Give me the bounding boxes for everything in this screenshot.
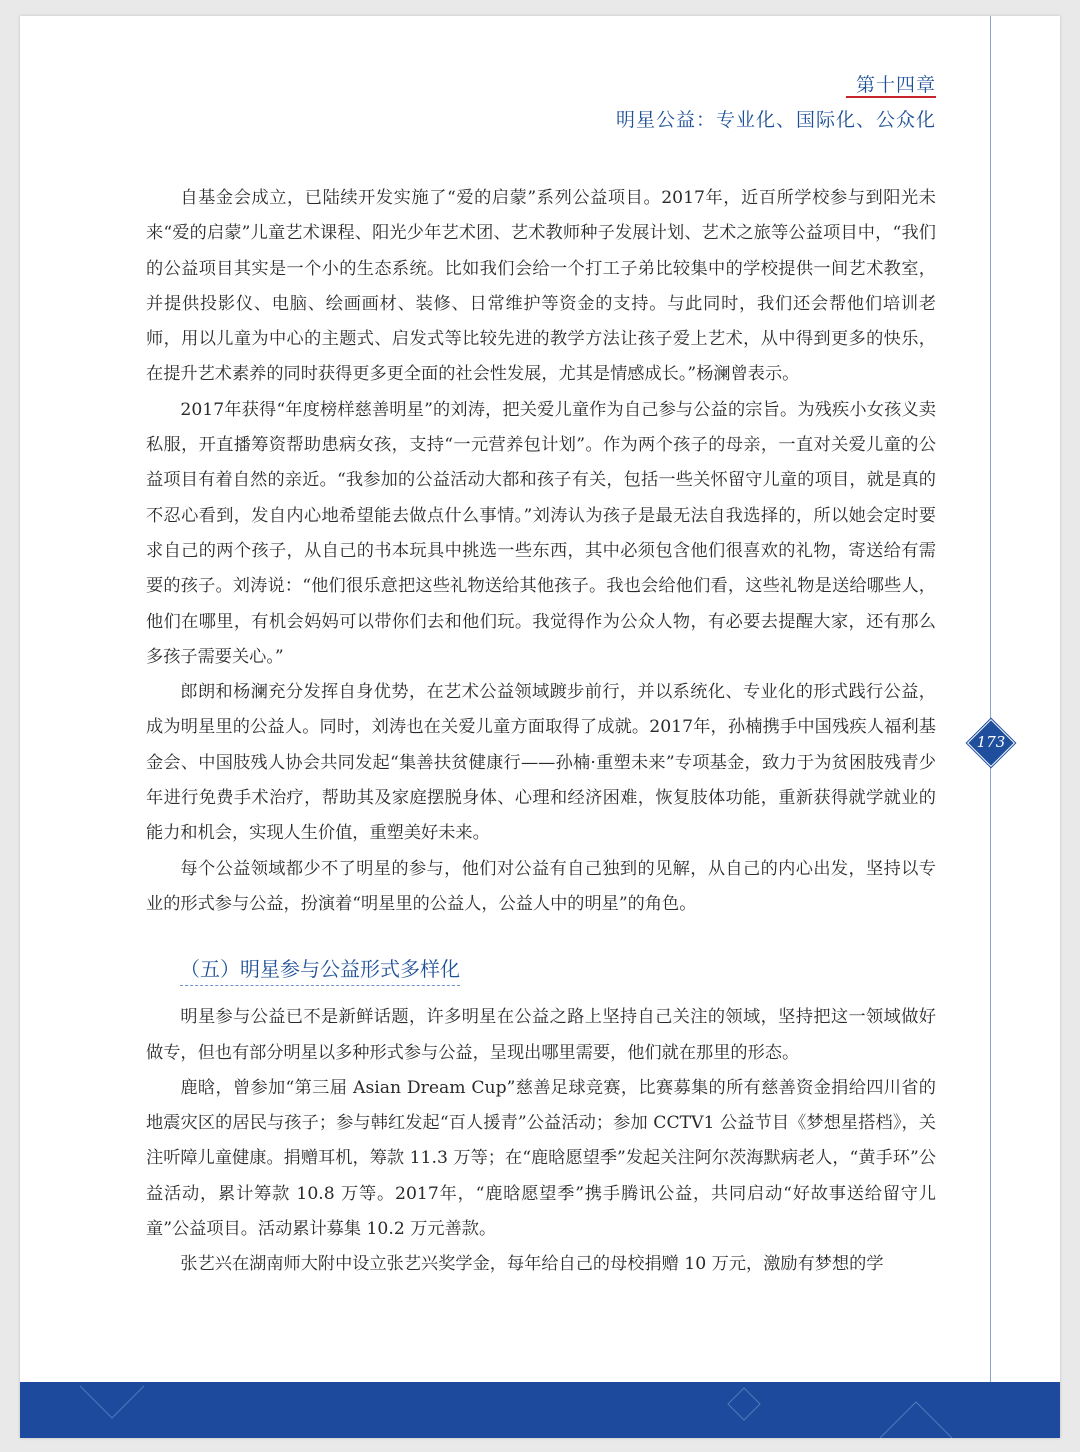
- chevron-mark: [880, 1402, 952, 1438]
- paragraph: 张艺兴在湖南师大附中设立张艺兴奖学金，每年给自己的母校捐赠 10 万元，激励有梦想的学: [180, 1254, 884, 1275]
- paragraph: 每个公益领域都少不了明星的参与，他们对公益有自己独到的见解，从自己的内心出发，坚持以专业的形式参与公益，扮演着“明星里的公益人，公益人中的明星”的角色。: [146, 858, 936, 914]
- margin-rule: [990, 16, 991, 1382]
- paragraph: 鹿晗，曾参加“第三届 Asian Dream Cup”慈善足球竞赛，比赛募集的所有慈善资金捐给四川省的地震灾区的居民与孩子；参与韩红发起“百人援青”公益活动；参加 CCTV1 公益节目《梦想星搭档》，关注听障儿童健康。捐赠耳机，筹款 11.3 万等；在“鹿晗愿望季”发起关注阿尔茨海默病老人，“黄手环”公益活动，累计筹款 10.8 万等。2017年，“鹿晗愿望季”携手腾讯公益，共同启动“好故事送给留守儿童”公益项目。活动累计募集 10.2 万元善款。: [146, 1077, 936, 1240]
- body-text: [146, 181, 936, 1283]
- chapter-underline: [846, 96, 936, 98]
- book-page: [20, 16, 1060, 1438]
- page-number: 173: [976, 733, 1006, 751]
- paragraph: 明星参与公益已不是新鲜话题，许多明星在公益之路上坚持自己关注的领域，坚持把这一领域做好做专，但也有部分明星以多种形式参与公益，呈现出哪里需要，他们就在那里的形态。: [146, 1007, 936, 1063]
- chapter-subtitle: 明星公益：专业化、国际化、公众化: [615, 109, 936, 131]
- paragraph: 郎朗和杨澜充分发挥自身优势，在艺术公益领域踱步前行，并以系统化、专业化的形式践行公益，成为明星里的公益人。同时，刘涛也在关爱儿童方面取得了成就。2017年，孙楠携手中国残疾人福利基金会、中国肢残人协会共同发起“集善扶贫健康行——孙楠·重塑未来”专项基金，致力于为贫困肢残青少年进行免费手术治疗，帮助其及家庭摆脱身体、心理和经济困难，恢复肢体功能，重新获得就学就业的能力和机会，实现人生价值，重塑美好未来。: [146, 682, 936, 844]
- footer-decoration: [20, 1382, 1060, 1438]
- paragraph: 自基金会成立，已陆续开发实施了“爱的启蒙”系列公益项目。2017年，近百所学校参与到阳光未来“爱的启蒙”儿童艺术课程、阳光少年艺术团、艺术教师种子发展计划、艺术之旅等公益项目中，“我们的公益项目其实是一个小的生态系统。比如我们会给一个打工子弟比较集中的学校提供一间艺术教室，并提供投影仪、电脑、绘画画材、装修、日常维护等资金的支持。与此同时，我们还会帮他们培训老师，用以儿童为中心的主题式、启发式等比较先进的教学方法让孩子爱上艺术，从中得到更多的快乐，在提升艺术素养的同时获得更多更全面的社会性发展，尤其是情感成长。”杨澜曾表示。: [146, 188, 936, 385]
- section-heading: （五）明星参与公益形式多样化: [180, 953, 460, 986]
- footer-band: [20, 1382, 1060, 1438]
- chevron-mark: [80, 1386, 144, 1418]
- chapter-label: 第十四章: [855, 74, 936, 96]
- paragraph: 2017年获得“年度榜样慈善明星”的刘涛，把关爱儿童作为自己参与公益的宗旨。为残疾小女孩义卖私服，开直播筹资帮助患病女孩，支持“一元营养包计划”。作为两个孩子的母亲，一直对关爱儿童的公益项目有着自然的亲近。“我参加的公益活动大都和孩子有关，包括一些关怀留守儿童的项目，就是真的不忍心看到，发自内心地希望能去做点什么事情。”刘涛认为孩子是最无法自我选择的，所以她会定时要求自己的两个孩子，从自己的书本玩具中挑选一些东西，其中必须包含他们很喜欢的礼物，寄送给有需要的孩子。刘涛说：“他们很乐意把这些礼物送给其他孩子。我也会给他们看，这些礼物是送给哪些人，他们在哪里，有机会妈妈可以带你们去和他们玩。我觉得作为公众人物，有必要去提醒大家，还有那么多孩子需要关心。”: [146, 399, 936, 667]
- page-number-badge: [968, 720, 1014, 766]
- diamond-mark: [728, 1388, 760, 1420]
